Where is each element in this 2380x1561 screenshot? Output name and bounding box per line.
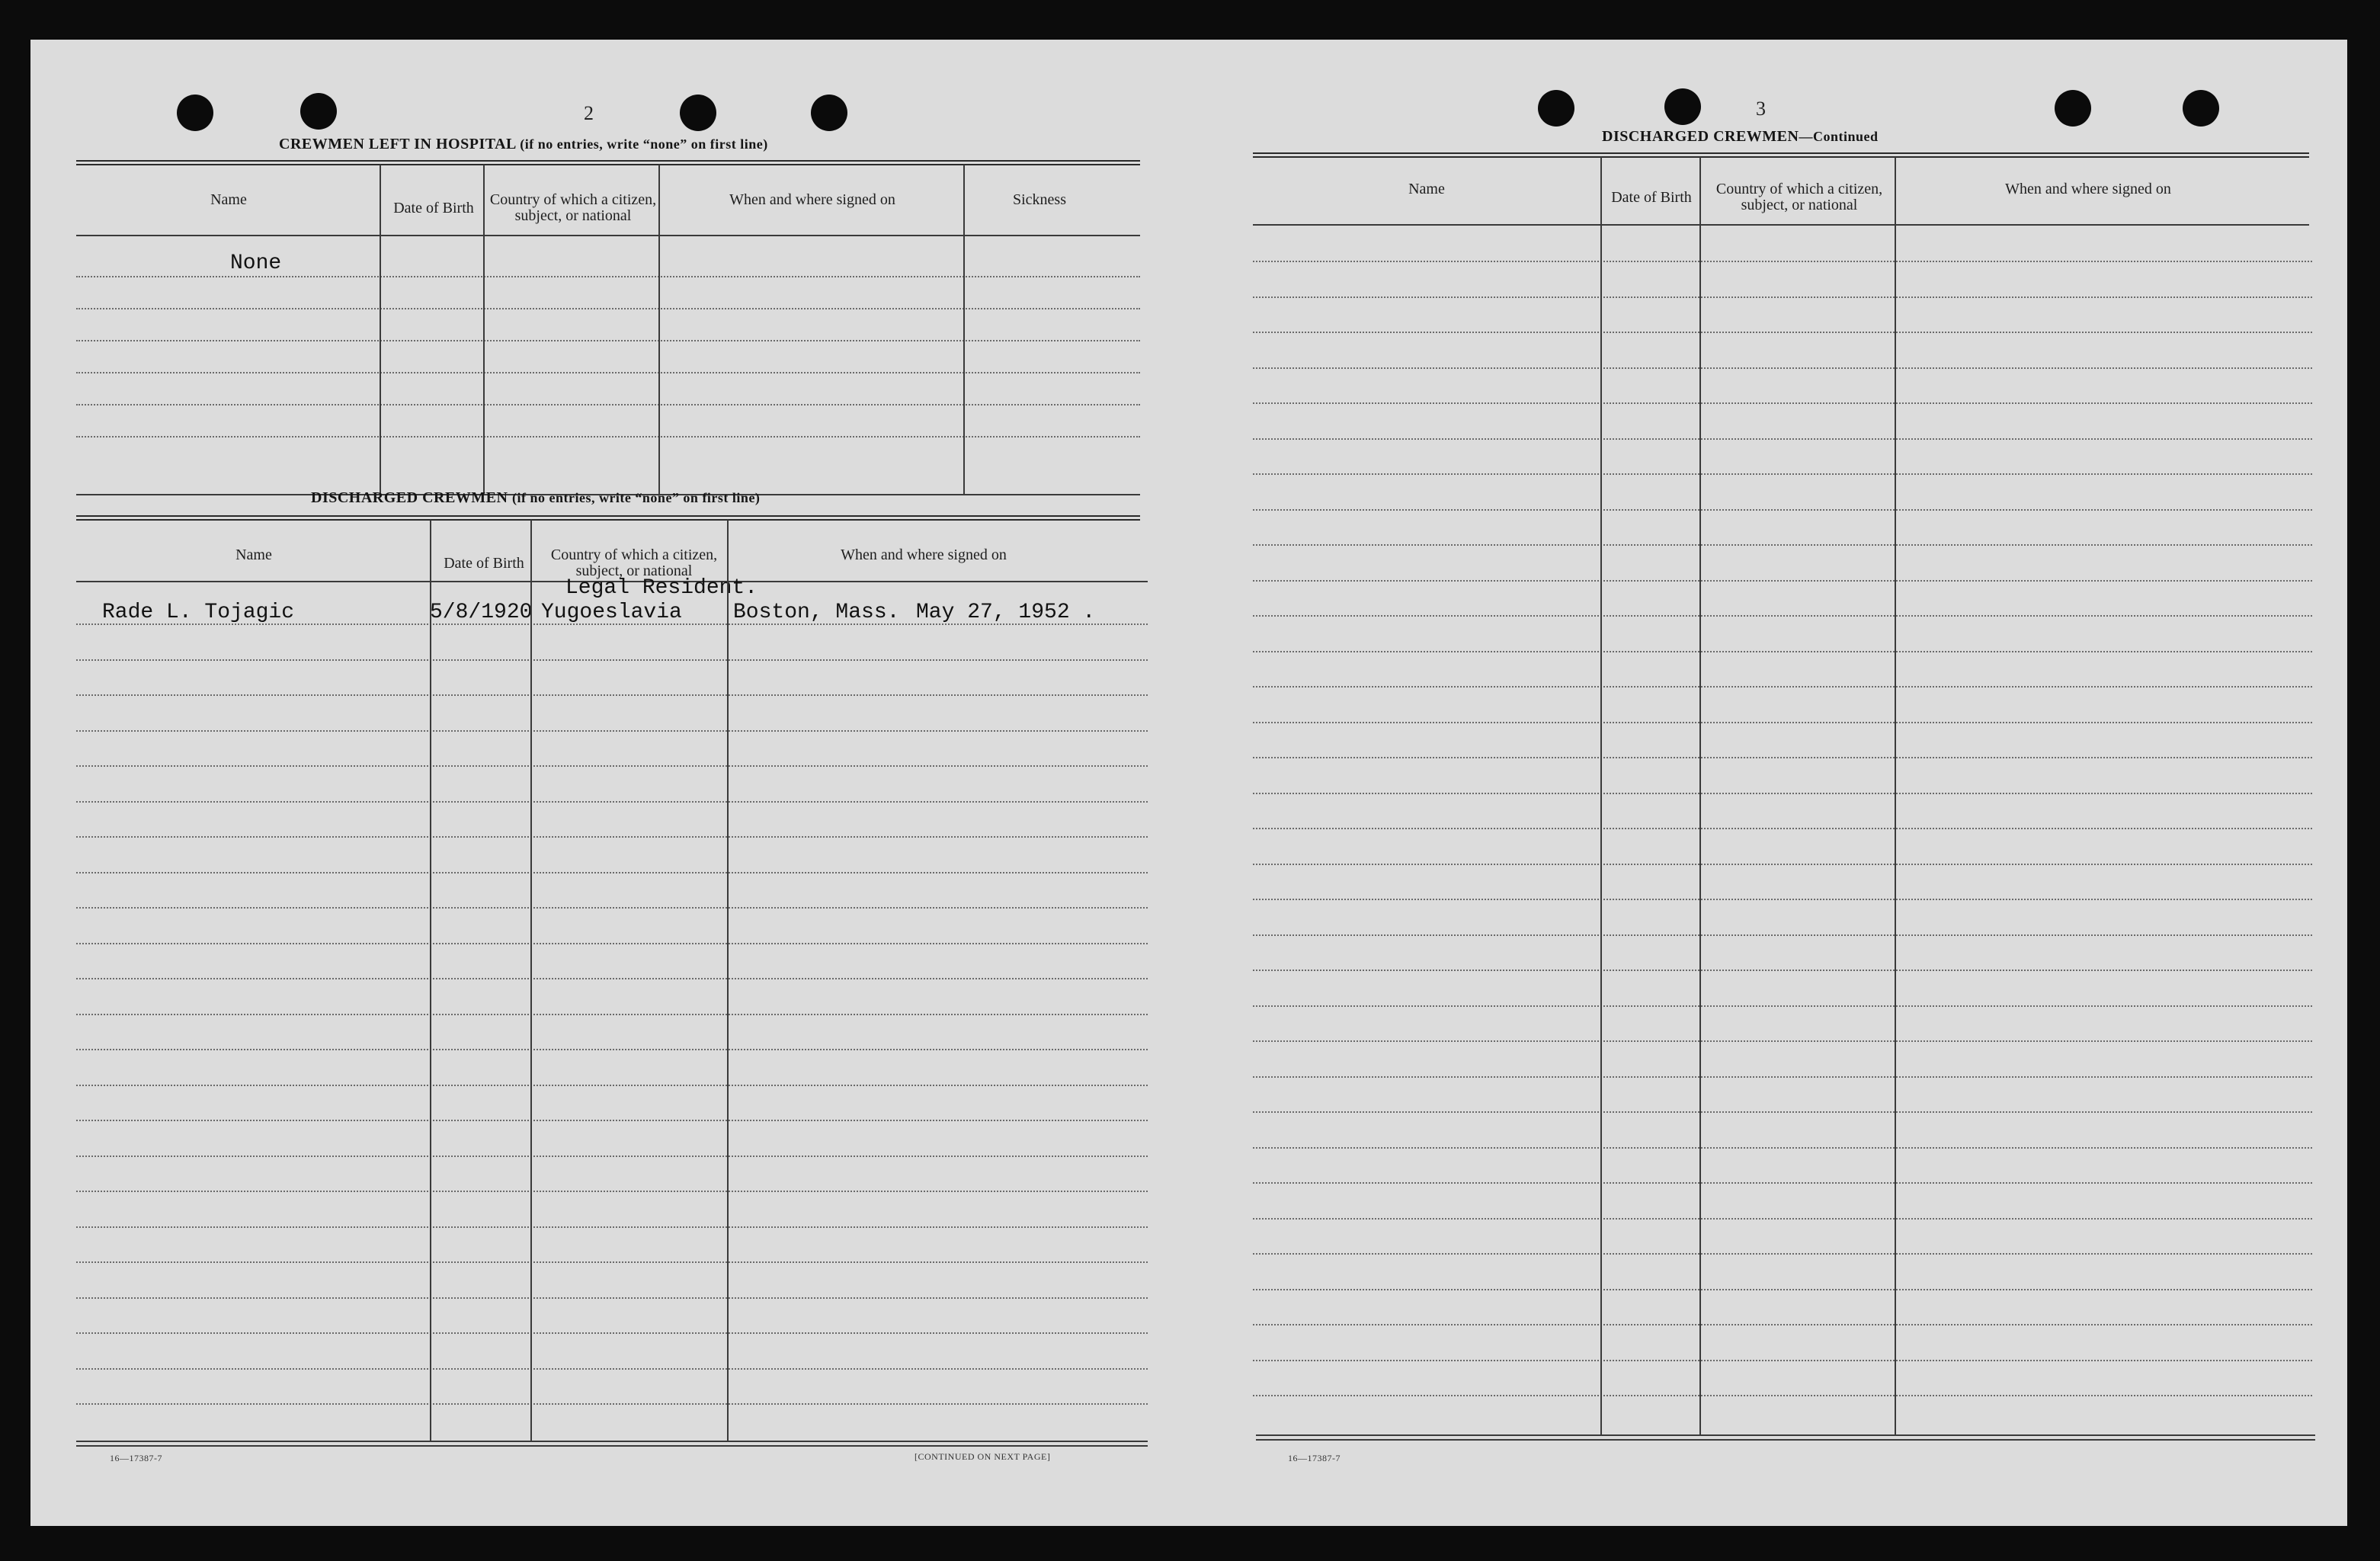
punch-hole — [2183, 90, 2219, 127]
ruled-line — [1253, 332, 2312, 333]
ruled-line — [76, 276, 1140, 277]
header-country: Country of which a citizen, subject, or national — [1715, 181, 1883, 213]
ruled-line — [1253, 1005, 2312, 1007]
ruled-line — [76, 436, 1140, 438]
ruled-line — [76, 765, 1148, 767]
ruled-line — [76, 943, 1148, 944]
crewman-residence-note: Legal Resident. — [565, 576, 758, 600]
ruled-line — [76, 1049, 1148, 1050]
page-number: 2 — [584, 102, 594, 124]
ruled-line — [1253, 1253, 2312, 1255]
hospital-none-entry: None — [230, 252, 282, 275]
discharged-section-title — [311, 489, 760, 507]
ruled-line — [76, 1403, 1148, 1405]
hospital-title-text: CREWMEN LEFT IN HOSPITAL — [279, 136, 516, 152]
header-date-of-birth: Date of Birth — [393, 199, 474, 216]
punch-hole — [1664, 88, 1701, 125]
ruled-line — [1253, 1289, 2312, 1290]
punch-hole — [1538, 90, 1574, 127]
column-divider — [727, 520, 729, 1442]
header-sickness: Sickness — [1013, 191, 1066, 208]
crewman-signed-date: May 27, 1952 . — [916, 601, 1096, 624]
discharged-title-text: DISCHARGED CREWMEN — [311, 489, 508, 506]
punch-hole — [680, 95, 716, 131]
punch-hole — [177, 95, 213, 131]
continued-title-text: DISCHARGED CREWMEN — [1602, 128, 1799, 145]
ruled-line — [76, 1368, 1148, 1370]
right-header-rule — [1253, 152, 2309, 158]
ruled-line — [1253, 722, 2312, 723]
ruled-line — [76, 1191, 1148, 1192]
ruled-line — [1253, 864, 2312, 865]
ruled-line — [76, 730, 1148, 732]
header-signed-on: When and where signed on — [729, 191, 895, 208]
ruled-line — [1253, 1040, 2312, 1042]
ruled-line — [1253, 1395, 2312, 1396]
punch-hole — [2055, 90, 2091, 127]
hospital-section-title — [279, 136, 768, 153]
right-bottom-rule — [1256, 1434, 2315, 1436]
header-name: Name — [1408, 180, 1445, 197]
header-signed-on: When and where signed on — [2005, 180, 2171, 197]
ruled-line — [1253, 793, 2312, 794]
left-bottom-rule — [76, 1445, 1148, 1447]
form-number: 16—17387-7 — [1288, 1453, 1341, 1463]
ruled-line — [1253, 970, 2312, 971]
ruled-line — [76, 340, 1140, 341]
punch-hole — [300, 93, 337, 130]
ruled-line — [1253, 296, 2312, 298]
column-divider — [430, 520, 431, 1442]
header-country: Country of which a citizen, subject, or national — [550, 547, 718, 579]
column-divider — [483, 165, 485, 494]
ruled-line — [76, 978, 1148, 979]
crewman-name: Rade L. Tojagic — [102, 601, 295, 624]
header-country: Country of which a citizen, subject, or national — [489, 191, 657, 224]
form-sheet — [30, 40, 2347, 1526]
ruled-line — [76, 1085, 1148, 1086]
ruled-line — [76, 1332, 1148, 1334]
ruled-line — [76, 1120, 1148, 1121]
ruled-line — [1253, 757, 2312, 758]
ruled-line — [76, 801, 1148, 803]
continued-section-title — [1602, 128, 1879, 146]
ruled-line — [76, 308, 1140, 309]
discharged-instruction: (if no entries, write “none” on first line) — [511, 490, 761, 505]
hospital-header-underline — [76, 235, 1140, 236]
ruled-line — [1253, 1076, 2312, 1078]
continued-suffix: —Continued — [1799, 129, 1879, 144]
ruled-line — [1253, 1324, 2312, 1325]
column-divider — [1699, 157, 1701, 1434]
column-divider — [1600, 157, 1602, 1434]
ruled-line — [76, 1261, 1148, 1263]
ruled-line — [1253, 651, 2312, 652]
ruled-line — [76, 404, 1140, 405]
ruled-line — [76, 372, 1140, 373]
ruled-line — [76, 1297, 1148, 1299]
continued-note: [CONTINUED ON NEXT PAGE] — [915, 1451, 1051, 1462]
ruled-line — [1253, 438, 2312, 440]
discharged-header-rule — [76, 515, 1140, 521]
ruled-line — [76, 1156, 1148, 1157]
header-name: Name — [210, 191, 247, 208]
ruled-line — [1253, 544, 2312, 546]
ruled-line — [1253, 828, 2312, 829]
crewman-signed-place: Boston, Mass. — [733, 601, 900, 624]
ruled-line — [1253, 509, 2312, 511]
ruled-line — [1253, 473, 2312, 475]
ruled-line — [1253, 686, 2312, 688]
ruled-line — [76, 836, 1148, 838]
crewman-country: Yugoeslavia — [541, 601, 682, 624]
ruled-line — [76, 623, 1148, 625]
ruled-line — [76, 1226, 1148, 1228]
ruled-line — [1253, 367, 2312, 369]
ruled-line — [1253, 580, 2312, 582]
ruled-line — [1253, 934, 2312, 936]
column-divider — [380, 165, 381, 494]
ruled-line — [1253, 899, 2312, 900]
header-name: Name — [235, 546, 272, 563]
ruled-line — [1253, 1360, 2312, 1361]
left-bottom-rule — [76, 1441, 1148, 1442]
column-divider — [530, 520, 532, 1442]
hospital-instruction: (if no entries, write “none” on first line) — [520, 136, 768, 152]
ruled-line — [1253, 615, 2312, 617]
ruled-line — [1253, 402, 2312, 404]
header-signed-on: When and where signed on — [841, 546, 1007, 563]
header-date-of-birth: Date of Birth — [444, 554, 524, 572]
ruled-line — [1253, 1218, 2312, 1220]
form-number: 16—17387-7 — [110, 1453, 162, 1463]
column-divider — [658, 165, 660, 494]
column-divider — [963, 165, 965, 494]
punch-hole — [811, 95, 847, 131]
right-header-underline — [1253, 224, 2309, 226]
ruled-line — [76, 659, 1148, 661]
ruled-line — [1253, 1182, 2312, 1184]
ruled-line — [1253, 1147, 2312, 1149]
page-number: 3 — [1756, 98, 1766, 120]
header-date-of-birth: Date of Birth — [1611, 188, 1692, 206]
ruled-line — [76, 1014, 1148, 1015]
hospital-header-rule — [76, 160, 1140, 165]
ruled-line — [76, 694, 1148, 696]
ruled-line — [1253, 1111, 2312, 1113]
ruled-line — [1253, 261, 2312, 262]
column-divider — [1895, 157, 1896, 1434]
ruled-line — [76, 872, 1148, 873]
crewman-date-of-birth: 5/8/1920 — [430, 601, 533, 624]
ruled-line — [76, 907, 1148, 909]
right-bottom-rule — [1256, 1439, 2315, 1441]
